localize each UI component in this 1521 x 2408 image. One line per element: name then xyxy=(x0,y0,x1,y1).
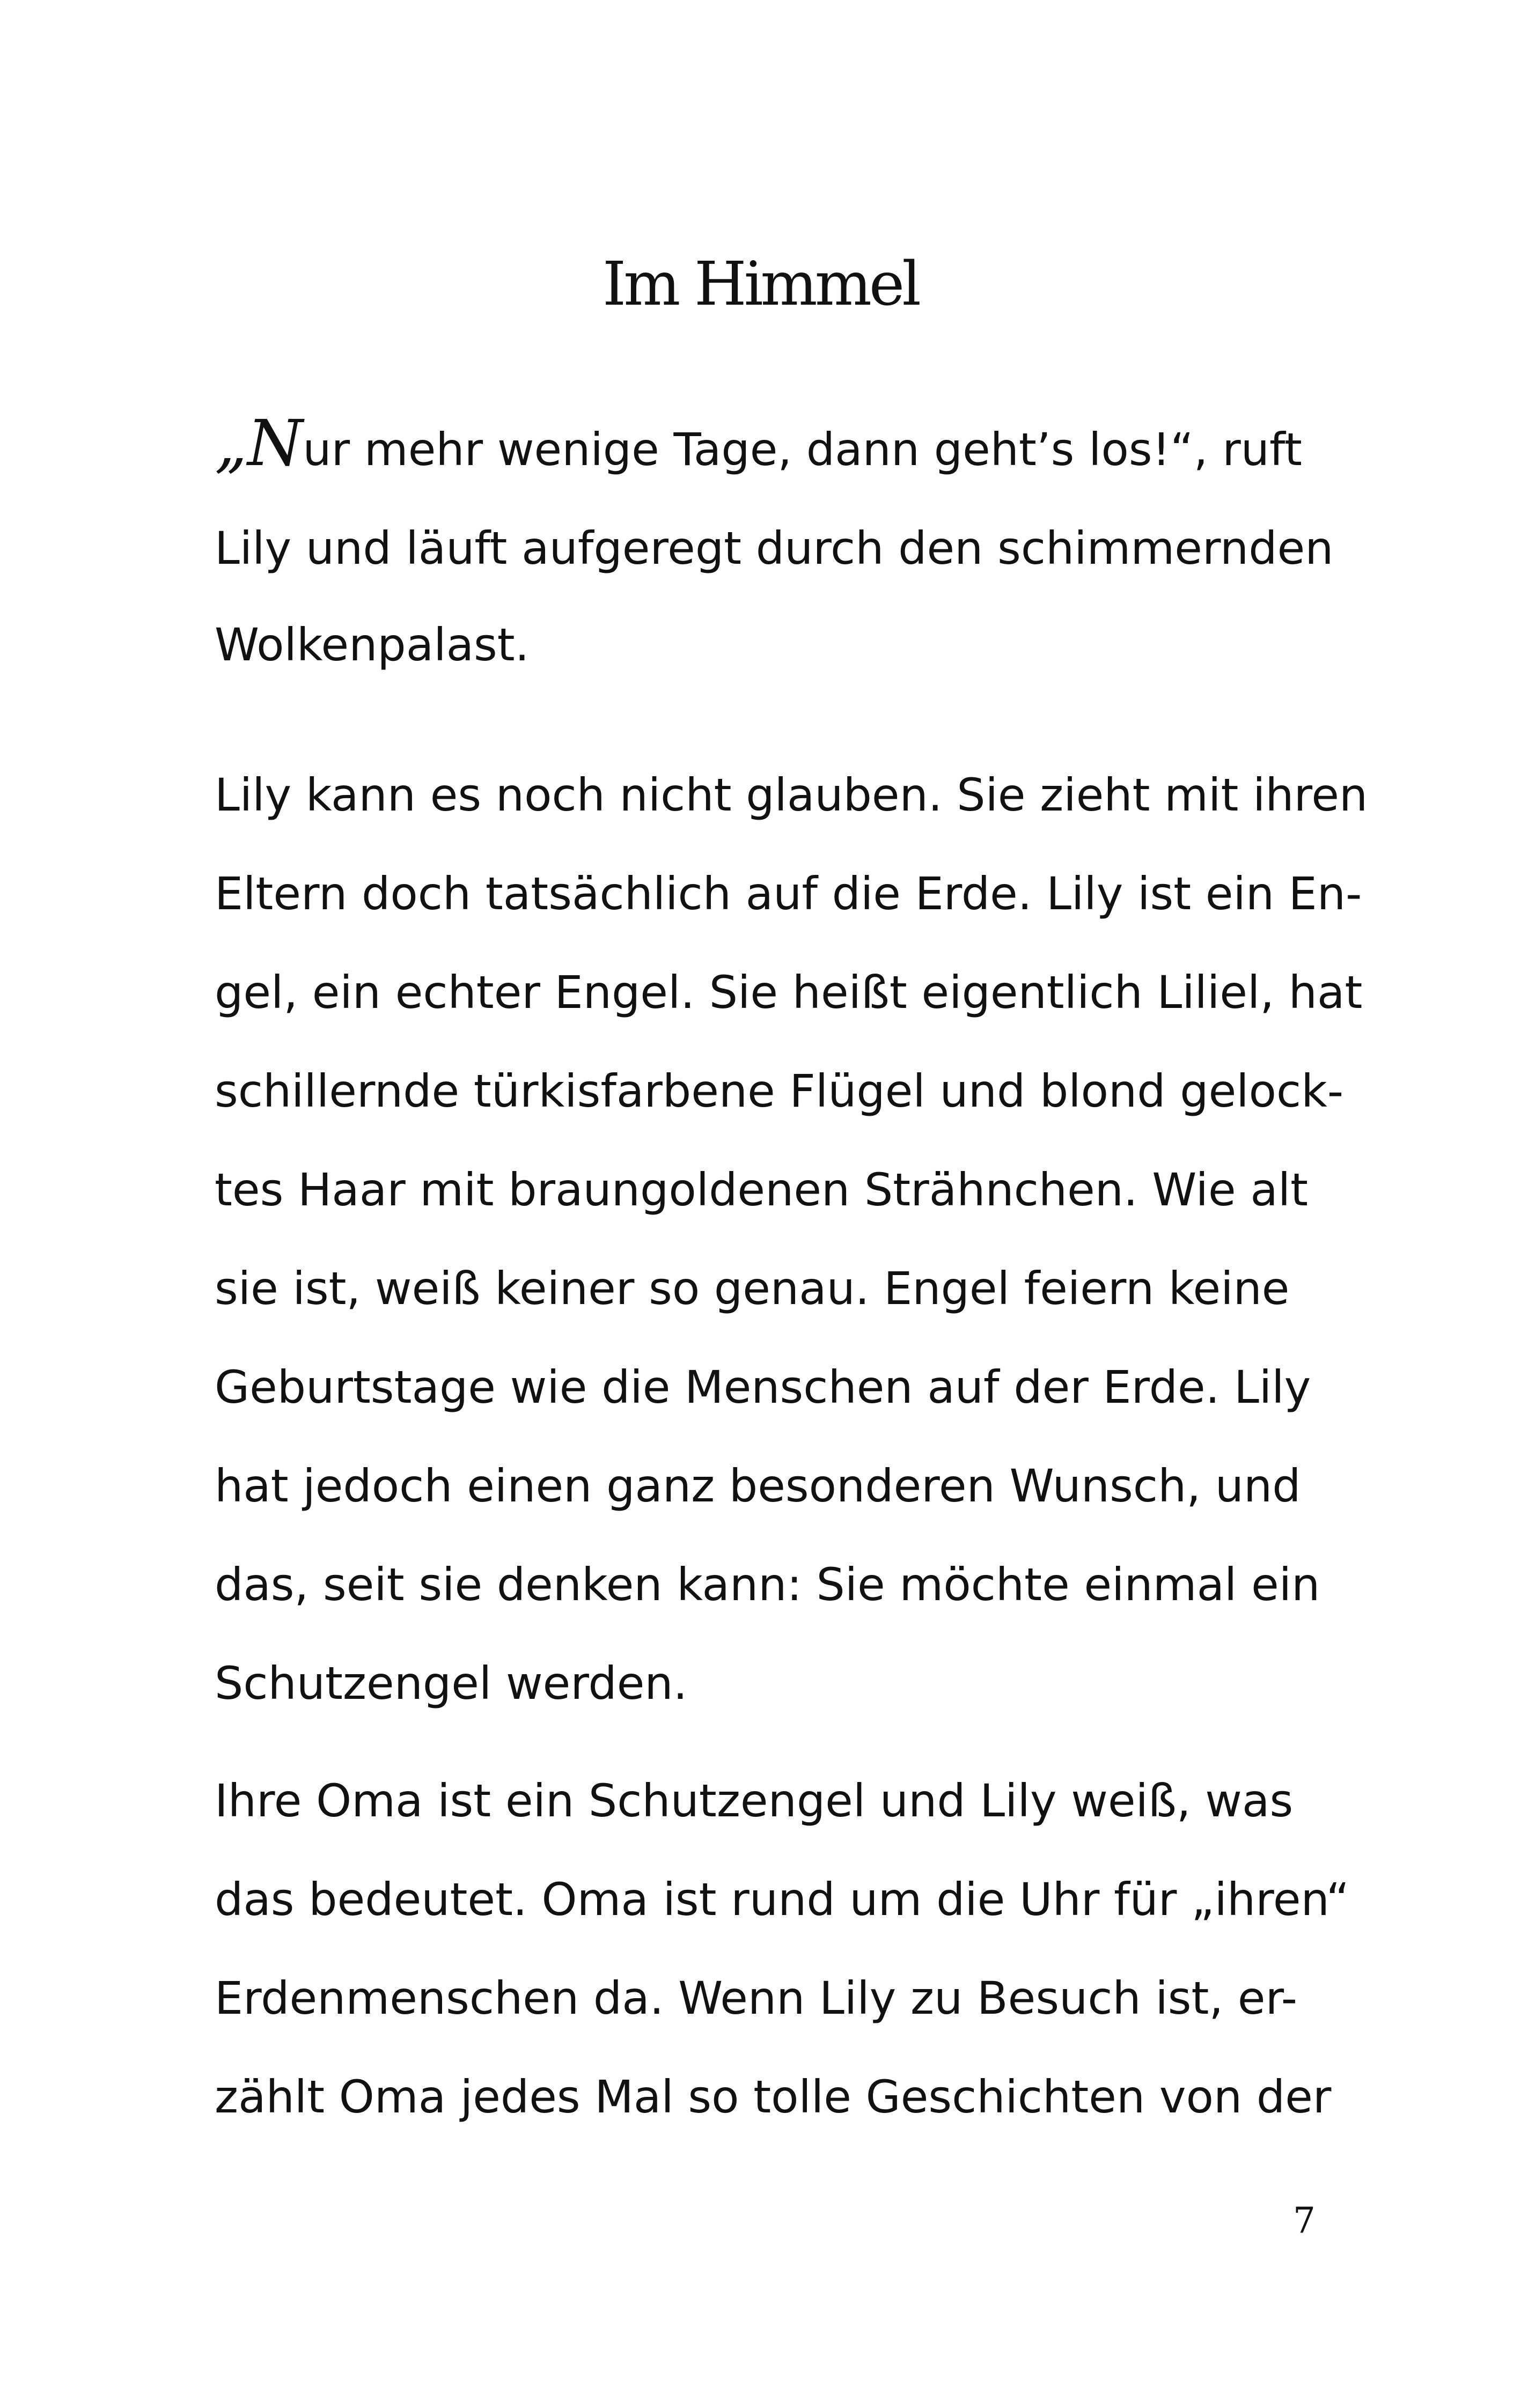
paragraph-2-line: Lily kann es noch nicht glauben. Sie zieht mit ihren xyxy=(215,769,1368,821)
paragraph-3-line: das bedeutet. Oma ist rund um die Uhr für „ihren“ xyxy=(215,1873,1350,1926)
paragraph-3-line: Ihre Oma ist ein Schutzengel und Lily weiß, was xyxy=(215,1774,1294,1827)
paragraph-2-line: gel, ein echter Engel. Sie heißt eigentlich Liliel, hat xyxy=(215,966,1363,1019)
paragraph-1-line-2: Lily und läuft aufgeregt durch den schimmernden xyxy=(215,522,1334,575)
paragraph-2-line: tes Haar mit braungoldenen Strähnchen. Wie alt xyxy=(215,1164,1309,1216)
paragraph-2-line: hat jedoch einen ganz besonderen Wunsch, und xyxy=(215,1460,1301,1512)
dropcap-letter: N xyxy=(247,406,303,480)
paragraph-3-line: zählt Oma jedes Mal so tolle Geschichten von der xyxy=(215,2071,1332,2123)
paragraph-2-line: Eltern doch tatsächlich auf die Erde. Lily ist ein En- xyxy=(215,867,1362,920)
paragraph-1 xyxy=(215,400,1334,694)
paragraph-1-line-1 xyxy=(215,400,1320,499)
page-number: 7 xyxy=(1293,2200,1316,2241)
paragraph-1-line-1-text: ur mehr wenige Tage, dann geht’s los!“, ruft xyxy=(303,423,1302,476)
paragraph-2-line: Geburtstage wie die Menschen auf der Erde. Lily xyxy=(215,1361,1311,1413)
paragraph-2-line: sie ist, weiß keiner so genau. Engel feiern keine xyxy=(215,1262,1290,1315)
chapter-title: Im Himmel xyxy=(602,249,919,319)
paragraph-3 xyxy=(215,1751,1350,2146)
paragraph-2-line: das, seit sie denken kann: Sie möchte einmal ein xyxy=(215,1558,1320,1611)
dropcap-quote: „ xyxy=(215,406,248,480)
paragraph-2-line: schillernde türkisfarbene Flügel und blond gelock- xyxy=(215,1065,1344,1117)
paragraph-2-line: Schutzengel werden. xyxy=(215,1657,688,1710)
paragraph-2 xyxy=(215,746,1368,1733)
paragraph-3-line: Erdenmenschen da. Wenn Lily zu Besuch ist, er- xyxy=(215,1972,1298,2024)
paragraph-1-line-3: Wolkenpalast. xyxy=(215,618,530,671)
